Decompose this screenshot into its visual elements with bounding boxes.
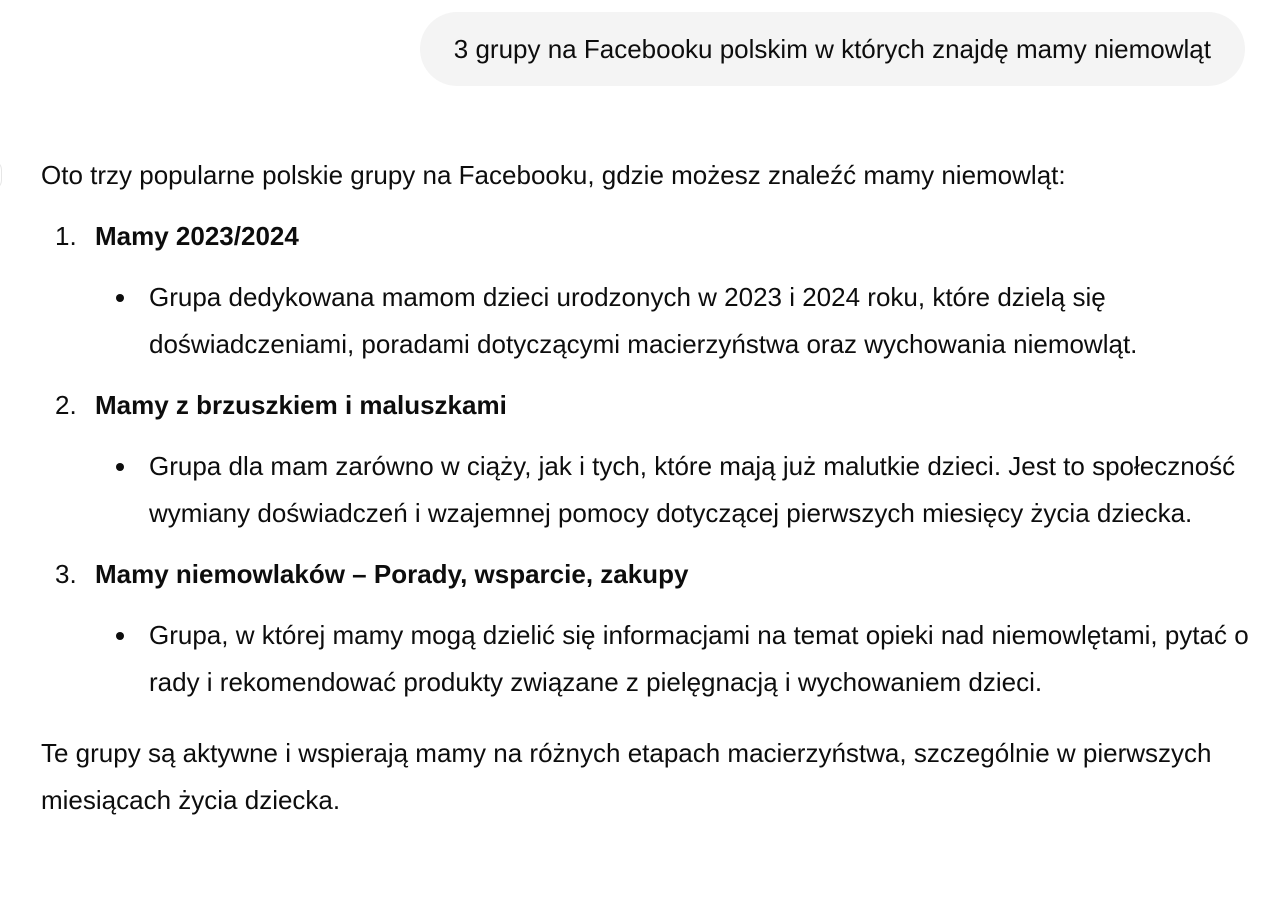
- group-description-list: [41, 443, 1256, 537]
- group-list: [41, 213, 1256, 706]
- assistant-outro: Te grupy są aktywne i wspierają mamy na różnych etapach macierzyństwa, szczególnie w pierwszych miesiącach życia dziecka.: [41, 738, 1212, 815]
- group-description: Grupa dla mam zarówno w ciąży, jak i tych, które mają już malutkie dzieci. Jest to społeczność wymiany doświadczeń i wzajemnej pomocy dotyczącej pierwszych miesięcy życia dziecka.: [149, 451, 1236, 528]
- group-item: [41, 382, 1256, 537]
- group-title: Mamy 2023/2024: [95, 221, 299, 251]
- group-title-row: [41, 551, 1256, 598]
- user-message-text: 3 grupy na Facebooku polskim w których znajdę mamy niemowląt: [453, 34, 1211, 64]
- assistant-avatar-icon: [0, 160, 2, 190]
- group-description-list: [41, 274, 1256, 368]
- assistant-message: [41, 152, 1256, 824]
- assistant-intro: Oto trzy popularne polskie grupy na Facebooku, gdzie możesz znaleźć mamy niemowląt:: [41, 160, 1066, 190]
- group-description-item: [149, 612, 1256, 706]
- group-description: Grupa dedykowana mamom dzieci urodzonych w 2023 i 2024 roku, które dzielą się doświadczeniami, poradami dotyczącymi macierzyństwa oraz wychowania niemowląt.: [149, 282, 1138, 359]
- group-description-list: [41, 612, 1256, 706]
- group-title: Mamy niemowlaków – Porady, wsparcie, zakupy: [95, 559, 689, 589]
- group-number: 3.: [55, 559, 77, 589]
- group-description: Grupa, w której mamy mogą dzielić się informacjami na temat opieki nad niemowlętami, pytać o rady i rekomendować produkty związane z pielęgnacją i wychowaniem dzieci.: [149, 620, 1249, 697]
- group-item: [41, 213, 1256, 368]
- user-message-bubble: [420, 12, 1245, 86]
- bullet-icon: [116, 463, 124, 471]
- group-description-item: [149, 274, 1256, 368]
- group-description-item: [149, 443, 1256, 537]
- group-item: [41, 551, 1256, 706]
- group-title-row: [41, 213, 1256, 260]
- group-title: Mamy z brzuszkiem i maluszkami: [95, 390, 507, 420]
- group-number: 1.: [55, 221, 77, 251]
- bullet-icon: [116, 632, 124, 640]
- bullet-icon: [116, 294, 124, 302]
- group-title-row: [41, 382, 1256, 429]
- user-message-row: [420, 12, 1245, 86]
- group-number: 2.: [55, 390, 77, 420]
